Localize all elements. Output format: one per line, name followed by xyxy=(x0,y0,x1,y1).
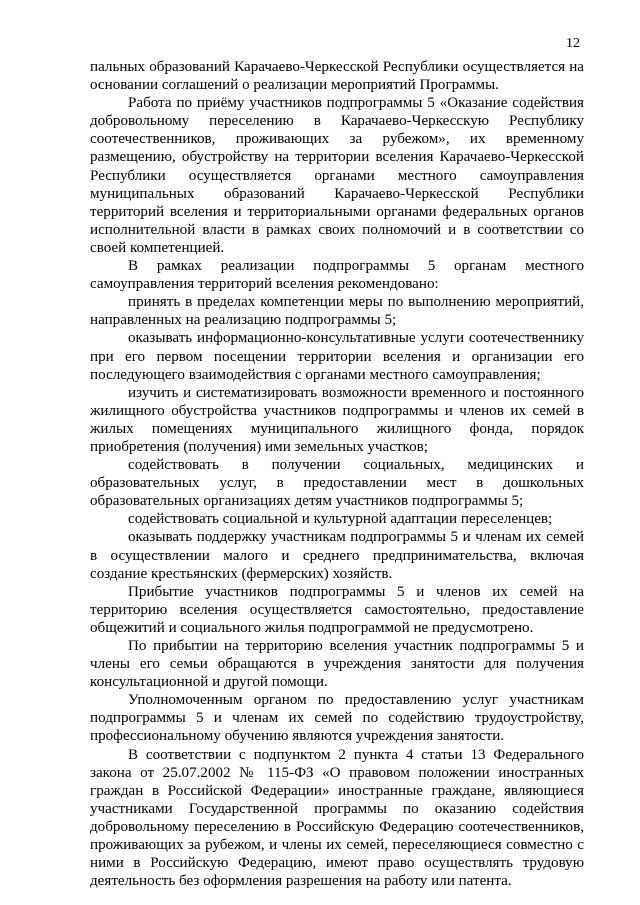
list-item-consulting: оказывать информационно-консультативные услуги соотечественнику при его первом посещении территории вселения и организации его последующего взаимодействия с органами местного самоуправления; xyxy=(90,330,584,383)
paragraph-reception-work: Работа по приёму участников подпрограммы 5 «Оказание содействия добровольному переселению в Карачаево-Черкесскую Республику соотечественников, проживающих за рубежом», их временному размещению, обустройству на территории вселения Карачаево-Черкесской Республики осуществляется органами местного самоуправления муниципальных образований Карачаево-Черкесской Республики территорий вселения и территориальными органами федеральных органов исполнительной власти в рамках своих полномочий и в соответствии со своей компетенцией. xyxy=(90,95,584,256)
paragraph-arrival: Прибытие участников подпрограммы 5 и членов их семей на территорию вселения осуществляется самостоятельно, предоставление общежитий и социального жилья подпрограммой не предусмотрено. xyxy=(90,583,584,636)
document-body xyxy=(90,58,584,890)
page-number: 12 xyxy=(566,36,580,51)
paragraph-recommendations-intro: В рамках реализации подпрограммы 5 органам местного самоуправления территорий вселения рекомендовано: xyxy=(90,258,584,293)
paragraph-federal-law: В соответствии с подпунктом 2 пункта 4 статьи 13 Федерального закона от 25.07.2002 № 115-ФЗ «О правовом положении иностранных граждан в Российской Федерации» иностранные граждане, являющиеся участниками Государственной программы по оказанию содействия добровольному переселению в Российскую Федерацию соотечественников, проживающих за рубежом, и члены их семей, переселяющиеся совместно с ними в Российскую Федерацию, имеют право осуществлять трудовую деятельность без оформления разрешения на работу или патента. xyxy=(90,746,584,890)
list-item-housing: изучить и систематизировать возможности временного и постоянного жилищного обустройства участников подпрограммы и членов их семей в жилых помещениях муниципального жилищного фонда, порядок приобретения (получения) ими земельных участков; xyxy=(90,384,584,455)
list-item-social-services: содействовать в получении социальных, медицинских и образовательных услуг, в предоставлении мест в дошкольных образовательных организациях детям участников подпрограммы 5; xyxy=(90,457,584,510)
paragraph-employment-agencies: По прибытии на территорию вселения участник подпрограммы 5 и члены его семьи обращаются в учреждения занятости для получения консультационной и другой помощи. xyxy=(90,638,584,691)
list-item-business-support: оказывать поддержку участникам подпрограммы 5 и членам их семей в осуществлении малого и среднего предпринимательства, включая создание крестьянских (фермерских) хозяйств. xyxy=(90,529,584,582)
paragraph-continuation: пальных образований Карачаево-Черкесской Республики осуществляется на основании соглашений о реализации мероприятий Программы. xyxy=(90,59,584,94)
paragraph-authorized-body: Уполномоченным органом по предоставлению услуг участникам подпрограммы 5 и членам их семей по содействию трудоустройству, профессиональному обучению являются учреждения занятости. xyxy=(90,692,584,745)
list-item-adaptation: содействовать социальной и культурной адаптации переселенцев; xyxy=(128,511,553,528)
list-item-measures: принять в пределах компетенции меры по выполнению мероприятий, направленных на реализацию подпрограммы 5; xyxy=(90,294,584,329)
